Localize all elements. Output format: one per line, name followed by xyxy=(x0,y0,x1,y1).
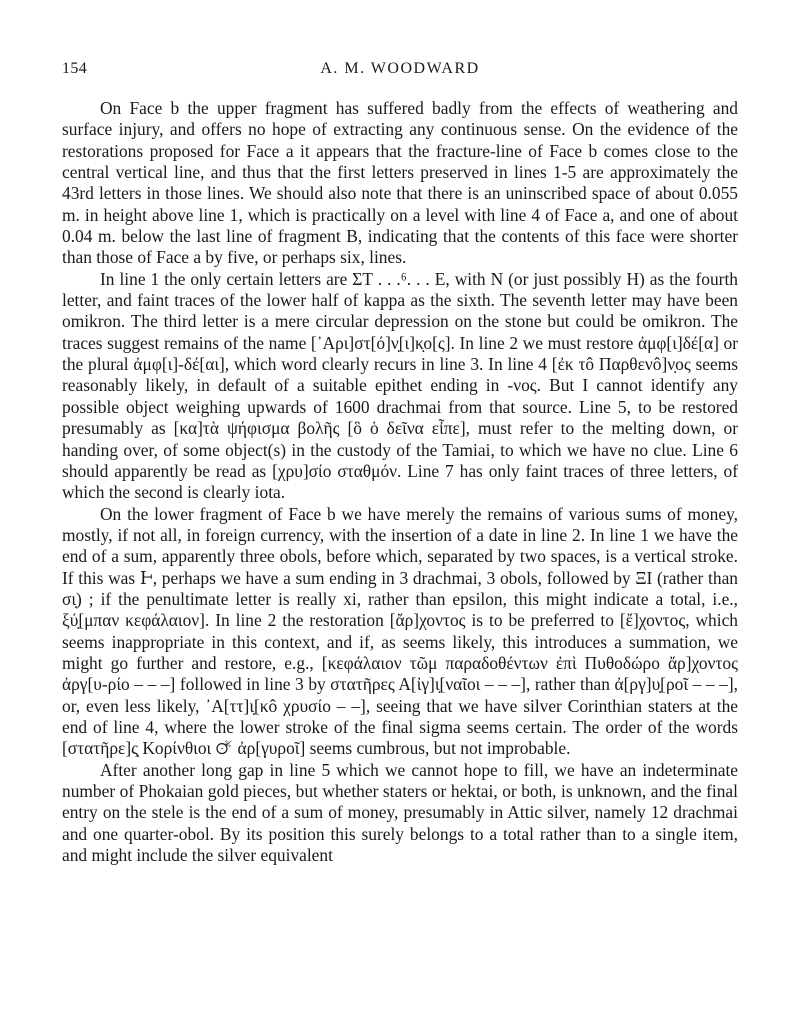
paragraph-line-readings: In line 1 the only certain letters are ΣΤ . . .⁶. . . Ε, with Ν (or just possibly Η) as the fourth letter, and faint traces of the lower half of kappa as the sixth. The seventh letter may have been omikron. The third letter is a mere circular depression on the stone but could be omikron. The traces suggest remains of the name [᾿Αρι]στ[ό]ν̣[ι]κ̣ο[ς]. In line 2 we must restore ἀμφ[ι]δέ[α] or the plural ἀμφ[ι]-δέ[αι], which word clearly recurs in line 3. In line 4 [ἐκ τô Παρθενô]ν̣ος seems reasonably likely, in default of a suitable epithet ending in -νος. But I cannot identify any possible object weighing upwards of 1600 drachmai from that source. Line 5, to be restored presumably as [κα]τὰ ψήφισμα βολῆς [ὃ ὁ δεῖνα εἶπε], must refer to the melting down, or handing over, of some object(s) in the custody of the Tamiai, to which we have no clue. Line 6 should apparently be read as [χρυ]σίο σταθμόν. Line 7 has only faint traces of three letters, of which the second is clearly iota. xyxy=(62,268,738,503)
paragraph-lower-fragment: On the lower fragment of Face b we have merely the remains of various sums of money, mostly, if not all, in foreign currency, with the insertion of a date in line 2. In line 1 we have the end of a sum, apparently three obols, before which, separated by two spaces, is a vertical stroke. If this was Ͱ, perhaps we have a sum ending in 3 drachmai, 3 obols, followed by ΞΙ (rather than σι̣) ; if the penultimate letter is really xi, rather than epsilon, this might indicate a total, i.e., ξύ̣[μπαν κεφάλαιον]. In line 2 the restoration [ἄρ]χοντος is to be preferred to [ἔ]χοντος, which seems inappropriate in this context, and if, as seems likely, this introduces a summation, we might go further and restore, e.g., [κεφάλαιον τῶμ παραδοθέντων ἐπὶ Πυθοδώρο ἄρ]χοντος ἀργ[υ-ρίο – – –] followed in line 3 by στατῆρες Α[ἰγ]ι̣[ναῖοι – – –], rather than ἀ[ργ]υ̣[ροῖ – – –], or, even less likely, ᾿Α[ττ]ι̣[κô χρυσίο – –], seeing that we have silver Corinthian staters at the end of line 4, where the lower stroke of the final sigma seems certain. The order of the words [στατῆρε]ς̣ Κορίνθιοι 🜚 ἀρ[γυροῖ] seems cumbrous, but not improbable. xyxy=(62,503,738,759)
body-text xyxy=(62,98,738,866)
running-header xyxy=(62,54,738,80)
running-title: A. M. WOODWARD xyxy=(320,60,480,77)
page xyxy=(62,54,738,866)
paragraph-phokaian-gold: After another long gap in line 5 which we cannot hope to fill, we have an indeterminate number of Phokaian gold pieces, but whether staters or hektai, or both, is unknown, and the final entry on the stele is the end of a sum of money, presumably in Attic silver, namely 12 drachmai and one quarter-obol. By its position this surely belongs to a total rather than to a single item, and might include the silver equivalent xyxy=(62,759,738,866)
page-number: 154 xyxy=(62,60,88,77)
paragraph-face-b-upper: On Face b the upper fragment has suffered badly from the effects of weathering and surface injury, and offers no hope of extracting any continuous sense. On the evidence of the restorations proposed for Face a it appears that the fracture-line of Face b comes close to the central vertical line, and thus that the first letters preserved in lines 1-5 are approximately the 43rd letters in those lines. We should also note that there is an uninscribed space of about 0.055 m. in height above line 1, which is practically on a level with line 4 of Face a, and one of about 0.04 m. below the last line of fragment B, indicating that the contents of this face were shorter than those of Face a by five, or perhaps six, lines. xyxy=(62,98,738,268)
